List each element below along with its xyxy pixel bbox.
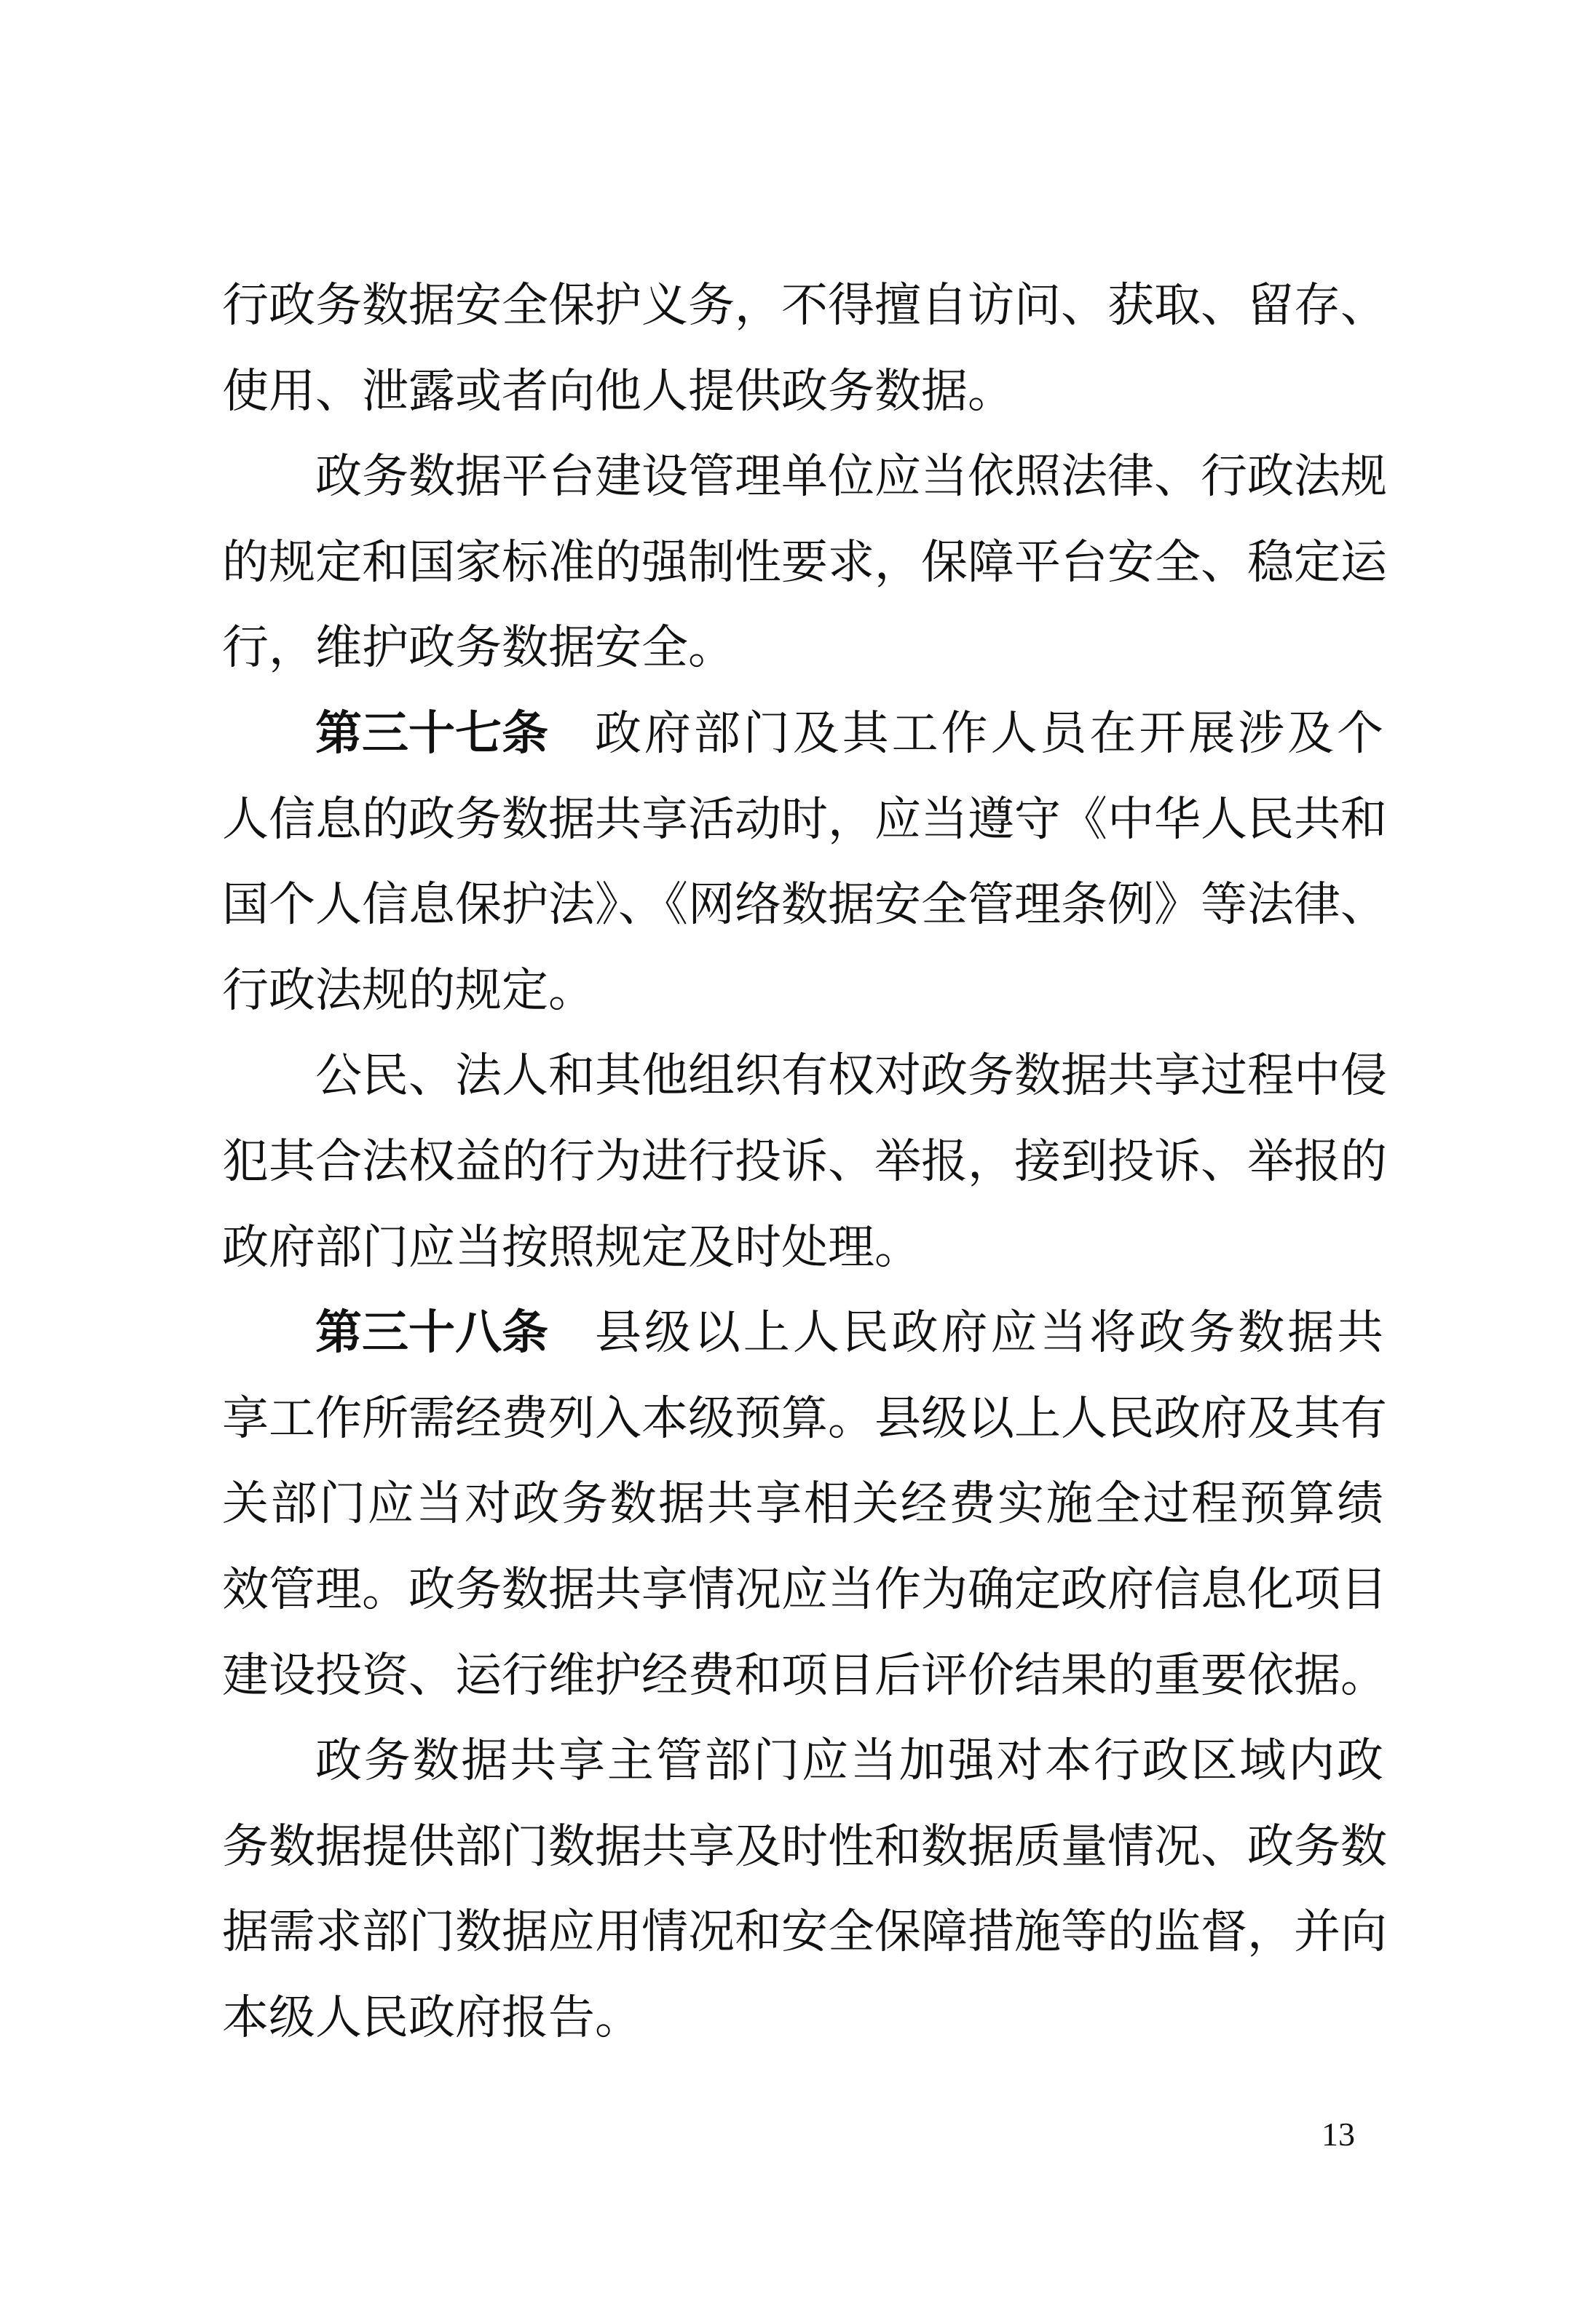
text-line: [222, 1719, 1383, 1805]
line-text: 行，维护政务数据安全。: [222, 621, 735, 676]
text-line: [222, 949, 1383, 1035]
text-line: [222, 692, 1383, 778]
text-line: [222, 1976, 1383, 2062]
paragraph: [222, 435, 1387, 692]
article-paragraph: [222, 692, 1387, 1034]
text-line: [222, 521, 1387, 606]
text-line: [222, 1120, 1387, 1206]
line-text: 政务数据平台建设管理单位应当依照法律、行政法规: [315, 450, 1387, 505]
paragraph: [222, 1719, 1387, 2061]
text-line: [222, 778, 1387, 863]
text-line: [222, 1206, 1383, 1292]
page-number: 13: [1322, 2116, 1355, 2153]
line-text: 行政法规的规定。: [222, 963, 595, 1018]
line-text: 人信息的政务数据共享活动时，应当遵守《中华人民共和: [222, 792, 1387, 847]
line-text: 县级以上人民政府应当将政务数据共: [595, 1306, 1383, 1361]
text-line: [222, 1291, 1383, 1377]
line-text: 关部门应当对政务数据共享相关经费实施全过程预算绩: [222, 1477, 1383, 1532]
line-text: 使用、泄露或者向他人提供政务数据。: [222, 364, 1014, 419]
text-line: [222, 1890, 1387, 1976]
line-text: 国个人信息保护法》、《网络数据安全管理条例》等法律、: [222, 878, 1387, 933]
line-text: 政府部门及其工作人员在开展涉及个: [595, 706, 1383, 761]
text-line: [222, 1634, 1387, 1720]
text-line: [222, 606, 1383, 692]
line-text: 本级人民政府报告。: [222, 1990, 641, 2045]
text-line: [222, 435, 1387, 521]
text-line: [222, 863, 1387, 949]
line-text: 的规定和国家标准的强制性要求，保障平台安全、稳定运: [222, 535, 1387, 590]
line-text: 享工作所需经费列入本级预算。县级以上人民政府及其有: [222, 1391, 1387, 1446]
text-line: [222, 1805, 1387, 1891]
paragraph: [222, 1034, 1387, 1291]
text-line: [222, 264, 1387, 349]
paragraph: [222, 264, 1387, 435]
line-text: 务数据提供部门数据共享及时性和数据质量情况、政务数: [222, 1819, 1387, 1874]
text-line: [222, 349, 1383, 435]
line-text: 据需求部门数据应用情况和安全保障措施等的监督，并向: [222, 1905, 1387, 1960]
text-line: [222, 1462, 1383, 1548]
line-text: 效管理。政务数据共享情况应当作为确定政府信息化项目: [222, 1562, 1387, 1617]
text-line: [222, 1034, 1387, 1120]
article-paragraph: [222, 1291, 1387, 1719]
text-line: [222, 1377, 1387, 1463]
article-heading: 第三十八条: [315, 1306, 548, 1361]
line-text: 政务数据共享主管部门应当加强对本行政区域内政: [315, 1734, 1383, 1789]
line-text: 犯其合法权益的行为进行投诉、举报，接到投诉、举报的: [222, 1134, 1387, 1189]
line-text: 行政务数据安全保护义务，不得擅自访问、获取、留存、: [222, 279, 1387, 333]
line-text: 公民、法人和其他组织有权对政务数据共享过程中侵: [315, 1049, 1387, 1104]
article-heading: 第三十七条: [315, 706, 548, 761]
document-body: [222, 264, 1387, 2061]
line-text: 政府部门应当按照规定及时处理。: [222, 1220, 921, 1275]
line-text: 建设投资、运行维护经费和项目后评价结果的重要依据。: [222, 1648, 1387, 1703]
text-line: [222, 1548, 1387, 1634]
